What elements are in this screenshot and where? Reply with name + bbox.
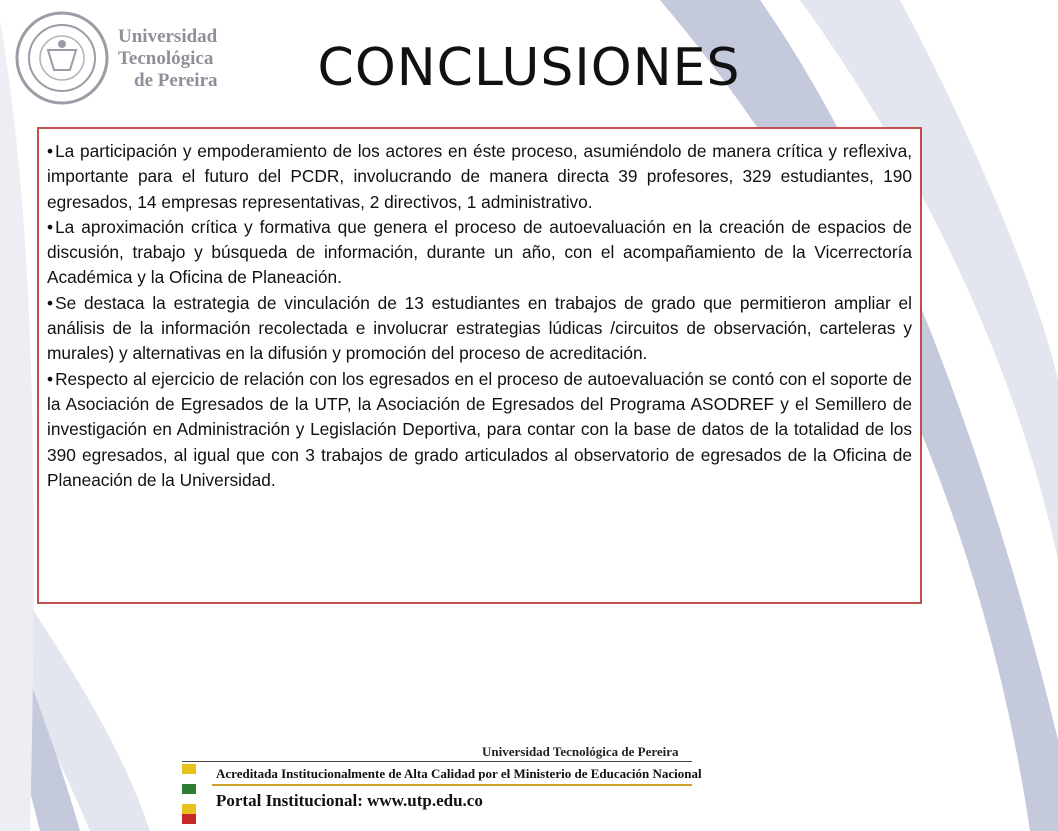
footer-divider [182,761,692,762]
logo-line-2: Tecnológica [118,48,214,69]
bullet-text: Respecto al ejercicio de relación con los egresados en el proceso de autoevaluación se contó con el soporte de la Asociación de Egresados de la UTP, la Asociación de Egresados del Programa ASODREF y el Semillero de investigación en Administración y Legislación Deportiva, para contar con la base de datos de la totalidad de los 390 egresados, al igual que con 3 trabajos de grado articulados al observatorio de egresados de la Oficina de Planeación de la Universidad. [47,368,912,490]
color-bars-icon [182,764,198,824]
bullet-icon: • [47,368,54,389]
logo-line-1: Universidad [118,26,218,47]
yellow-bar [182,764,196,774]
footer-accreditation: Acreditada Institucionalmente de Alta Calidad por el Ministerio de Educación Nacional [216,766,702,781]
footer [182,744,702,824]
red-bar [182,814,196,824]
bullet-item [47,291,912,367]
bullet-item [47,215,912,291]
footer-university: Universidad Tecnológica de Pereira [482,744,679,759]
slide-title: CONCLUSIONES [317,38,741,98]
yellow-bar [182,804,196,814]
footer-gold-rule [212,784,692,786]
bullet-item [47,139,912,215]
green-bar [182,784,196,794]
bullet-icon: • [47,141,54,161]
bullet-text: La participación y empoderamiento de los actores en éste proceso, asumiéndolo de manera crítica y reflexiva, importante para el futuro del PCDR, involucrando de manera directa 39 profesores, 329 estudiantes, 190 egresados, 14 empresas representativas, 2 directivos, 1 administrativo. [47,141,912,212]
bullet-text: Se destaca la estrategia de vinculación de 13 estudiantes en trabajos de grado que permitieron ampliar el análisis de la información recolectada e involucrar estrategias lúdicas /circuitos de observación, carteleras y murales) y alternativas en la difusión y promoción del proceso de acreditación. [47,292,912,364]
logo-line-3: de Pereira [134,70,218,91]
footer-portal-link[interactable]: Portal Institucional: www.utp.edu.co [216,791,483,810]
bullet-text: La aproximación crítica y formativa que genera el proceso de autoevaluación en la creación de espacios de discusión, trabajo y búsqueda de información, durante un año, con el acompañamiento de la Vicerrectoría Académica y la Oficina de Planeación. [47,216,912,288]
bullet-icon: • [47,292,54,313]
bullet-icon: • [47,216,54,237]
bullet-item [47,367,912,493]
conclusions-box [37,127,922,604]
